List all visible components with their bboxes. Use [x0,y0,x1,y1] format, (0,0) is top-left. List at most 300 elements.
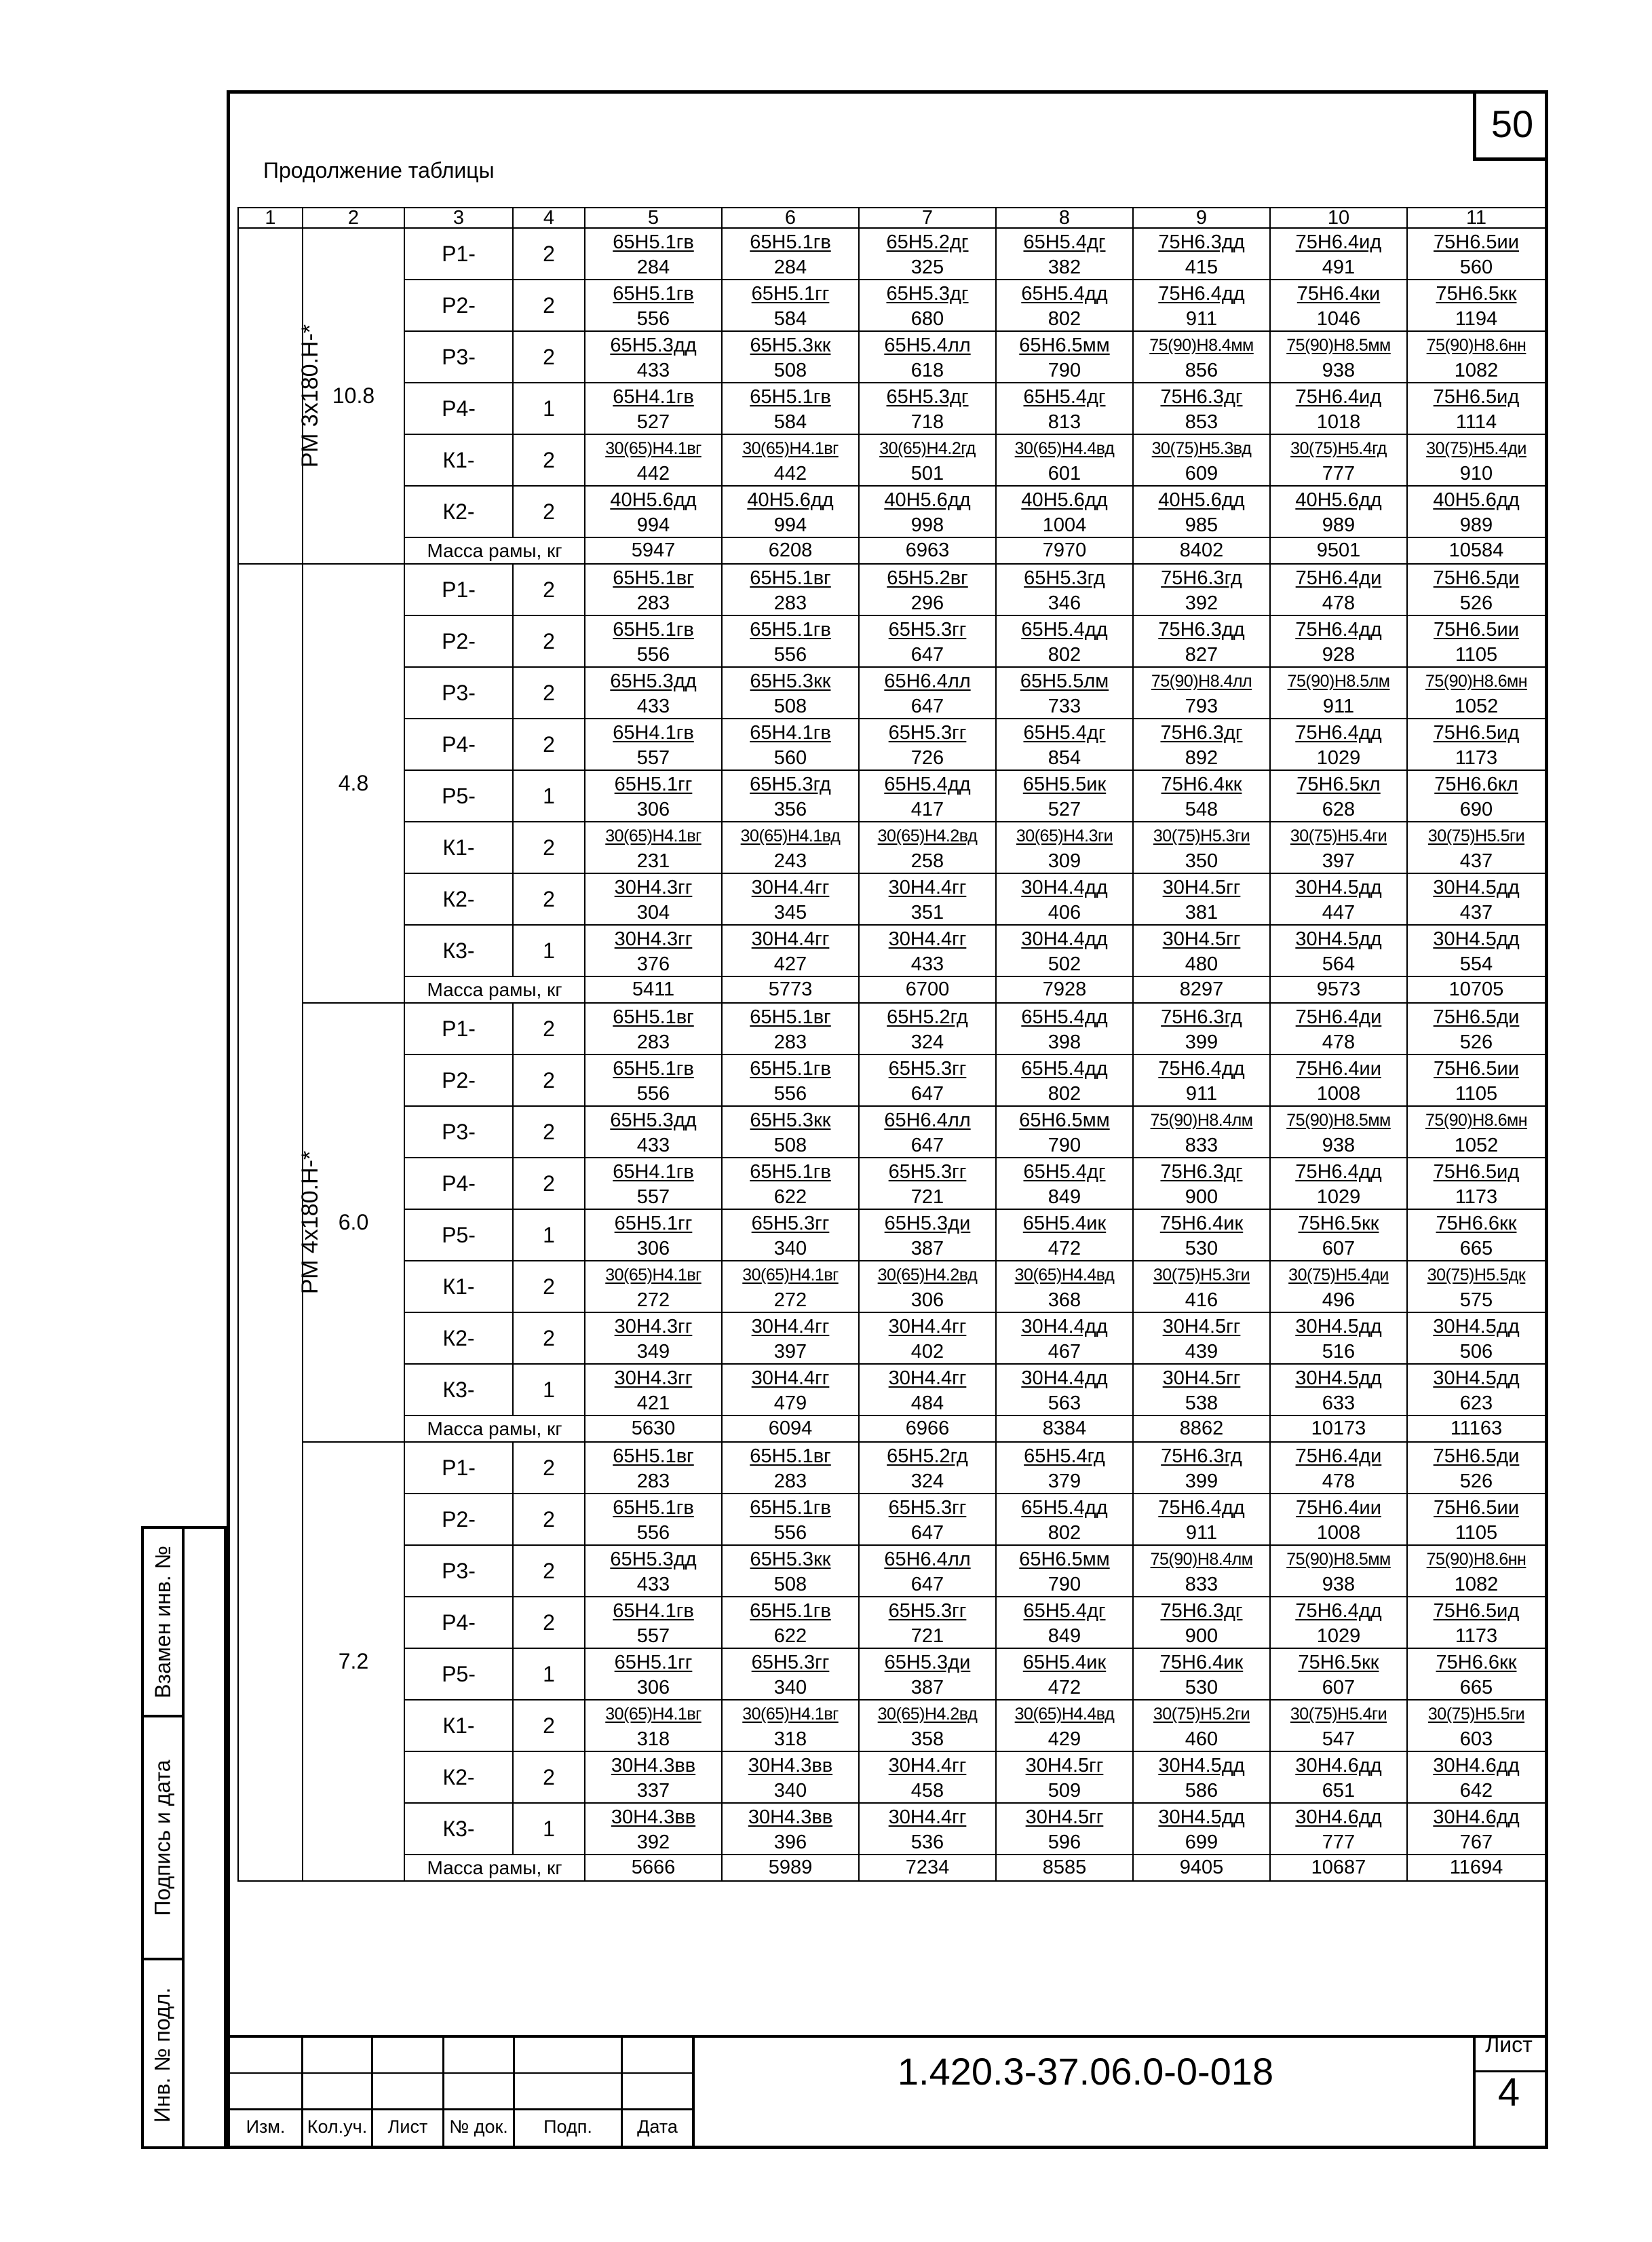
profile-mass: 802 [996,1521,1133,1545]
profile-mass: 231 [585,850,722,873]
profile-mass: 472 [996,1237,1133,1261]
profile-code: 30Н4.4гг [859,1751,996,1779]
profile-code: 30(75)Н5.3вд [1133,434,1270,462]
profile-mass: 623 [1407,1392,1545,1416]
profile-code: 40Н5.6дд [1270,486,1407,514]
profile-mass: 402 [859,1340,996,1364]
profile-mass: 530 [1133,1237,1270,1261]
profile-mass: 892 [1133,746,1270,770]
member-quantity: 2 [513,1597,585,1648]
member-quantity: 2 [513,1003,585,1054]
member-quantity: 1 [513,1648,585,1700]
profile-code: 65Н5.1гг [585,1209,722,1237]
profile-mass: 283 [585,1031,722,1054]
profile-mass: 910 [1407,462,1545,486]
side-stamp-label: Взамен инв. № [150,1545,175,1698]
profile-code: 75Н6.4кк [1133,770,1270,798]
member-quantity: 2 [513,564,585,615]
profile-code: 30Н4.5дд [1270,1364,1407,1392]
member-quantity: 1 [513,1803,585,1855]
member-label: К3- [404,925,513,976]
profile-mass: 989 [1407,514,1545,537]
frame-mass-label: Масса рамы, кг [404,1416,585,1442]
member-quantity: 2 [513,1158,585,1209]
column-number: 2 [303,208,404,228]
profile-code: 65Н5.3кк [722,1106,859,1134]
profile-mass: 1018 [1270,411,1407,434]
profile-code: 40Н5.6дд [859,486,996,514]
profile-mass: 324 [859,1031,996,1054]
profile-mass: 421 [585,1392,722,1416]
profile-code: 65Н5.3гд [996,564,1133,592]
profile-mass: 381 [1133,901,1270,925]
table-row [238,486,1545,514]
profile-code: 30(65)Н4.1вг [722,434,859,462]
profile-code: 65Н5.4дд [996,615,1133,643]
profile-mass: 790 [996,359,1133,383]
member-label: Р2- [404,615,513,667]
frame-mass-value: 6208 [722,537,859,564]
member-quantity: 2 [513,1442,585,1494]
profile-mass: 767 [1407,1831,1545,1855]
profile-mass: 557 [585,1185,722,1209]
table-row [238,1545,1545,1573]
profile-code: 40Н5.6дд [585,486,722,514]
frame-mass-value: 11163 [1407,1416,1545,1442]
profile-code: 30Н4.5дд [1270,873,1407,901]
profile-mass: 433 [585,1134,722,1158]
profile-mass: 433 [585,1573,722,1597]
profile-code: 30Н4.4гг [859,1364,996,1392]
frame-mass-value: 5666 [585,1855,722,1881]
member-label: К1- [404,1261,513,1312]
frame-mass-value: 9405 [1133,1855,1270,1881]
profile-code: 75Н6.6кк [1407,1648,1545,1676]
profile-code: 30Н4.4гг [722,1364,859,1392]
member-quantity: 1 [513,770,585,822]
profile-code: 30Н4.6дд [1407,1751,1545,1779]
profile-mass: 622 [722,1624,859,1648]
profile-mass: 1114 [1407,411,1545,434]
member-quantity: 2 [513,1261,585,1312]
frame-mass-label: Масса рамы, кг [404,1855,585,1881]
page-number: 50 [1473,90,1548,161]
profile-code: 65Н5.3ди [859,1648,996,1676]
profile-code: 30Н4.3вв [585,1803,722,1831]
profile-mass: 467 [996,1340,1133,1364]
profile-mass: 560 [722,746,859,770]
profile-code: 65Н4.1гв [585,719,722,746]
profile-mass: 284 [722,256,859,280]
profile-mass: 1082 [1407,1573,1545,1597]
member-quantity: 2 [513,486,585,537]
member-label: Р1- [404,564,513,615]
profile-mass: 368 [996,1289,1133,1312]
profile-mass: 938 [1270,1134,1407,1158]
profile-code: 75Н6.3дг [1133,1597,1270,1624]
table-row [238,1364,1545,1392]
profile-mass: 480 [1133,953,1270,976]
profile-code: 30Н4.3гг [585,925,722,953]
profile-mass: 938 [1270,359,1407,383]
profile-code: 65Н5.4дд [996,1054,1133,1082]
profile-mass: 433 [585,695,722,719]
profile-mass: 1029 [1270,746,1407,770]
profile-mass: 900 [1133,1624,1270,1648]
profile-mass: 989 [1270,514,1407,537]
profile-code: 65Н5.1гв [585,228,722,256]
profile-code: 75Н6.5ид [1407,719,1545,746]
profile-code: 75Н6.5ии [1407,1494,1545,1521]
member-quantity: 1 [513,1209,585,1261]
profile-mass: 584 [722,411,859,434]
table-row [238,280,1545,307]
profile-code: 75Н6.4дд [1270,719,1407,746]
height-cell: 6.0 [303,1003,404,1442]
profile-code: 75Н6.4ид [1270,383,1407,411]
frame-mass-value: 7234 [859,1855,996,1881]
profile-code: 65Н6.4лл [859,1106,996,1134]
profile-code: 65Н5.4дд [859,770,996,798]
profile-code: 75Н6.4дд [1270,1597,1407,1624]
profile-code: 65Н5.3дд [585,1545,722,1573]
profile-code: 30(75)Н5.4гд [1270,434,1407,462]
profile-mass: 427 [722,953,859,976]
profile-mass: 994 [585,514,722,537]
profile-mass: 1105 [1407,1082,1545,1106]
profile-mass: 358 [859,1728,996,1751]
profile-code: 75Н6.3дг [1133,1158,1270,1185]
profile-mass: 508 [722,1134,859,1158]
profile-code: 75Н6.4ди [1270,564,1407,592]
profile-mass: 1046 [1270,307,1407,331]
profile-code: 75Н6.5ии [1407,1054,1545,1082]
profile-mass: 501 [859,462,996,486]
profile-code: 65Н5.3гг [722,1209,859,1237]
table-row [238,228,1545,256]
profile-code: 65Н5.1вг [585,564,722,592]
member-label: К1- [404,822,513,873]
profile-code: 30(75)Н5.5дк [1407,1261,1545,1289]
profile-mass: 509 [996,1779,1133,1803]
profile-mass: 417 [859,798,996,822]
profile-mass: 243 [722,850,859,873]
frame-mass-value: 8297 [1133,976,1270,1003]
side-stamp-replaced-inv [144,1529,182,1717]
profile-mass: 833 [1133,1134,1270,1158]
member-quantity: 2 [513,719,585,770]
profile-mass: 306 [585,1237,722,1261]
table-row [238,383,1545,411]
profile-code: 65Н5.3гг [859,719,996,746]
profile-code: 65Н5.4дд [996,280,1133,307]
profile-code: 75Н6.6кк [1407,1209,1545,1237]
profile-mass: 603 [1407,1728,1545,1751]
profile-mass: 508 [722,695,859,719]
table-row [238,1209,1545,1237]
profile-code: 30Н4.5гг [1133,1312,1270,1340]
profile-code: 75Н6.3дд [1133,615,1270,643]
profile-mass: 379 [996,1470,1133,1494]
member-label: Р1- [404,228,513,280]
profile-mass: 651 [1270,1779,1407,1803]
profile-mass: 721 [859,1185,996,1209]
frame-mass-value: 5411 [585,976,722,1003]
profile-code: 75Н6.4дд [1270,615,1407,643]
column-number: 1 [238,208,303,228]
profile-mass: 647 [859,1521,996,1545]
profile-mass: 508 [722,359,859,383]
profile-code: 65Н5.4ик [996,1209,1133,1237]
profile-mass: 554 [1407,953,1545,976]
profile-code: 30Н4.4гг [859,925,996,953]
profile-mass: 802 [996,643,1133,667]
profile-mass: 790 [996,1134,1133,1158]
profile-mass: 938 [1270,1573,1407,1597]
table-row [238,667,1545,695]
profile-mass: 911 [1133,1082,1270,1106]
title-block-col-line [692,2035,695,2146]
profile-mass: 460 [1133,1728,1270,1751]
profile-mass: 536 [859,1831,996,1855]
profile-code: 75Н6.3гд [1133,1003,1270,1031]
profile-mass: 478 [1270,1031,1407,1054]
table-body [238,228,1545,1881]
profile-mass: 258 [859,850,996,873]
profile-mass: 1173 [1407,746,1545,770]
profile-code: 75Н6.4ди [1270,1003,1407,1031]
height-cell: 7.2 [303,1442,404,1881]
profile-mass: 376 [585,953,722,976]
profile-code: 75(90)Н8.4лл [1133,667,1270,695]
profile-mass: 633 [1270,1392,1407,1416]
profile-code: 65Н5.1гв [722,228,859,256]
profile-code: 30Н4.5дд [1407,1312,1545,1340]
profile-mass: 690 [1407,798,1545,822]
profile-code: 65Н5.1гв [585,280,722,307]
profile-mass: 733 [996,695,1133,719]
table-row [238,1751,1545,1779]
profile-code: 75Н6.6кл [1407,770,1545,798]
profile-code: 30Н4.5гг [996,1751,1133,1779]
profile-code: 30Н4.4гг [722,1312,859,1340]
profile-code: 65Н6.5мм [996,1545,1133,1573]
profile-code: 30(65)Н4.1вг [585,1261,722,1289]
frame-mass-row [238,976,1545,1003]
profile-mass: 479 [722,1392,859,1416]
profile-code: 65Н4.1гв [722,719,859,746]
frame-mass-value: 5630 [585,1416,722,1442]
member-quantity: 2 [513,1106,585,1158]
profile-mass: 680 [859,307,996,331]
profile-code: 30(75)Н5.3ги [1133,822,1270,850]
table-row [238,615,1545,643]
member-quantity: 2 [513,280,585,331]
profile-mass: 718 [859,411,996,434]
profile-code: 65Н5.4дг [996,1158,1133,1185]
profile-mass: 1008 [1270,1521,1407,1545]
profile-code: 65Н5.3дд [585,331,722,359]
profile-mass: 340 [722,1676,859,1700]
profile-code: 30(65)Н4.2гд [859,434,996,462]
table-row [238,1597,1545,1624]
profile-code: 75Н6.3дг [1133,383,1270,411]
profile-mass: 556 [585,1082,722,1106]
profile-mass: 998 [859,514,996,537]
profile-code: 75Н6.4ии [1270,1054,1407,1082]
profile-code: 30(65)Н4.1вг [585,822,722,850]
profile-mass: 900 [1133,1185,1270,1209]
profile-code: 65Н5.1гв [722,1494,859,1521]
document-designation: 1.420.3-37.06.0-0-018 [897,2050,1274,2093]
profile-mass: 392 [1133,592,1270,615]
profile-code: 30(65)Н4.2вд [859,1261,996,1289]
profile-code: 75(90)Н8.6нн [1407,1545,1545,1573]
profile-code: 65Н5.3дд [585,667,722,695]
profile-mass: 665 [1407,1237,1545,1261]
profile-code: 65Н5.1вг [585,1003,722,1031]
profile-code: 30Н4.5дд [1133,1803,1270,1831]
profile-code: 75(90)Н8.6мн [1407,667,1545,695]
profile-mass: 622 [722,1185,859,1209]
profile-mass: 340 [722,1237,859,1261]
profile-code: 30Н4.6дд [1270,1751,1407,1779]
profile-mass: 556 [585,643,722,667]
title-block-top-line [230,2035,1545,2038]
member-label: Р3- [404,1545,513,1597]
profile-mass: 526 [1407,592,1545,615]
column-number: 8 [996,208,1133,228]
profile-code: 30Н4.3гг [585,1312,722,1340]
frame-mass-value: 8862 [1133,1416,1270,1442]
frame-mass-label: Масса рамы, кг [404,976,585,1003]
profile-code: 65Н5.3дд [585,1106,722,1134]
profile-mass: 856 [1133,359,1270,383]
frame-mass-value: 8402 [1133,537,1270,564]
member-label: К3- [404,1364,513,1416]
profile-mass: 526 [1407,1470,1545,1494]
table-row [238,1261,1545,1289]
profile-mass: 609 [1133,462,1270,486]
profile-mass: 491 [1270,256,1407,280]
profile-code: 30Н4.4гг [859,1803,996,1831]
table-row [238,1494,1545,1521]
profile-code: 30(65)Н4.2вд [859,1700,996,1728]
frame-mass-value: 7970 [996,537,1133,564]
profile-mass: 447 [1270,901,1407,925]
profile-code: 65Н5.1гв [585,1054,722,1082]
profile-code: 75(90)Н8.5мм [1270,1106,1407,1134]
profile-mass: 1004 [996,514,1133,537]
profile-code: 65Н6.5мм [996,331,1133,359]
frame-mass-value: 10173 [1270,1416,1407,1442]
profile-mass: 283 [722,592,859,615]
profile-mass: 396 [722,1831,859,1855]
member-label: Р1- [404,1442,513,1494]
member-quantity: 2 [513,1312,585,1364]
profile-code: 30Н4.3вв [722,1803,859,1831]
profile-mass: 283 [722,1470,859,1494]
profile-code: 40Н5.6дд [1133,486,1270,514]
profile-mass: 854 [996,746,1133,770]
profile-mass: 564 [1270,953,1407,976]
side-stamp-divider [182,1529,185,2146]
profile-code: 30Н4.5гг [1133,873,1270,901]
profile-code: 65Н5.4дг [996,383,1133,411]
profile-mass: 399 [1133,1470,1270,1494]
profile-code: 65Н5.4дг [996,228,1133,256]
table-row [238,822,1545,850]
profile-code: 75Н6.4дд [1133,1054,1270,1082]
profile-code: 65Н4.1гв [585,383,722,411]
profile-code: 30Н4.4гг [722,873,859,901]
profile-mass: 1029 [1270,1185,1407,1209]
title-block-col-label: Кол.уч. [307,2116,368,2137]
side-stamp-label: Инв. № подл. [150,1987,175,2123]
title-block-col-label: Изм. [246,2116,286,2137]
profile-code: 75(90)Н8.4мм [1133,331,1270,359]
profile-mass: 628 [1270,798,1407,822]
profile-code: 75(90)Н8.5мм [1270,331,1407,359]
profile-code: 65Н5.4дд [996,1003,1133,1031]
profile-mass: 1082 [1407,359,1545,383]
profile-mass: 802 [996,1082,1133,1106]
profile-code: 30(65)Н4.3ги [996,822,1133,850]
profile-code: 75Н6.5ид [1407,1158,1545,1185]
profile-mass: 777 [1270,462,1407,486]
member-quantity: 2 [513,1545,585,1597]
profile-mass: 345 [722,901,859,925]
profile-code: 75Н6.3гд [1133,1442,1270,1470]
profile-code: 65Н5.4гд [996,1442,1133,1470]
member-quantity: 2 [513,1054,585,1106]
profile-mass: 415 [1133,256,1270,280]
profile-code: 65Н5.1гв [585,615,722,643]
frame-mass-value: 6094 [722,1416,859,1442]
table-row [238,1803,1545,1831]
profile-mass: 665 [1407,1676,1545,1700]
profile-mass: 813 [996,411,1133,434]
profile-code: 75Н6.4ки [1270,280,1407,307]
profile-code: 30(65)Н4.2вд [859,822,996,850]
profile-mass: 283 [722,1031,859,1054]
profile-mass: 647 [859,1082,996,1106]
profile-code: 75Н6.3дг [1133,719,1270,746]
profile-mass: 790 [996,1573,1133,1597]
profile-code: 30Н4.5гг [1133,1364,1270,1392]
profile-code: 65Н5.2гд [859,1003,996,1031]
profile-mass: 911 [1133,307,1270,331]
profile-mass: 442 [722,462,859,486]
profile-mass: 548 [1133,798,1270,822]
profile-code: 30(65)Н4.4вд [996,434,1133,462]
profile-mass: 575 [1407,1289,1545,1312]
profile-code: 30(65)Н4.1вг [585,1700,722,1728]
profile-code: 30Н4.4гг [859,873,996,901]
profile-mass: 283 [585,592,722,615]
profile-code: 30Н4.4дд [996,1364,1133,1392]
table-row [238,1648,1545,1676]
profile-code: 30Н4.5дд [1270,925,1407,953]
column-number: 7 [859,208,996,228]
profile-code: 30Н4.3гг [585,1364,722,1392]
table-row [238,1158,1545,1185]
profile-code: 75Н6.5кк [1270,1209,1407,1237]
profile-mass: 349 [585,1340,722,1364]
profile-mass: 351 [859,901,996,925]
profile-mass: 429 [996,1728,1133,1751]
profile-code: 40Н5.6дд [722,486,859,514]
